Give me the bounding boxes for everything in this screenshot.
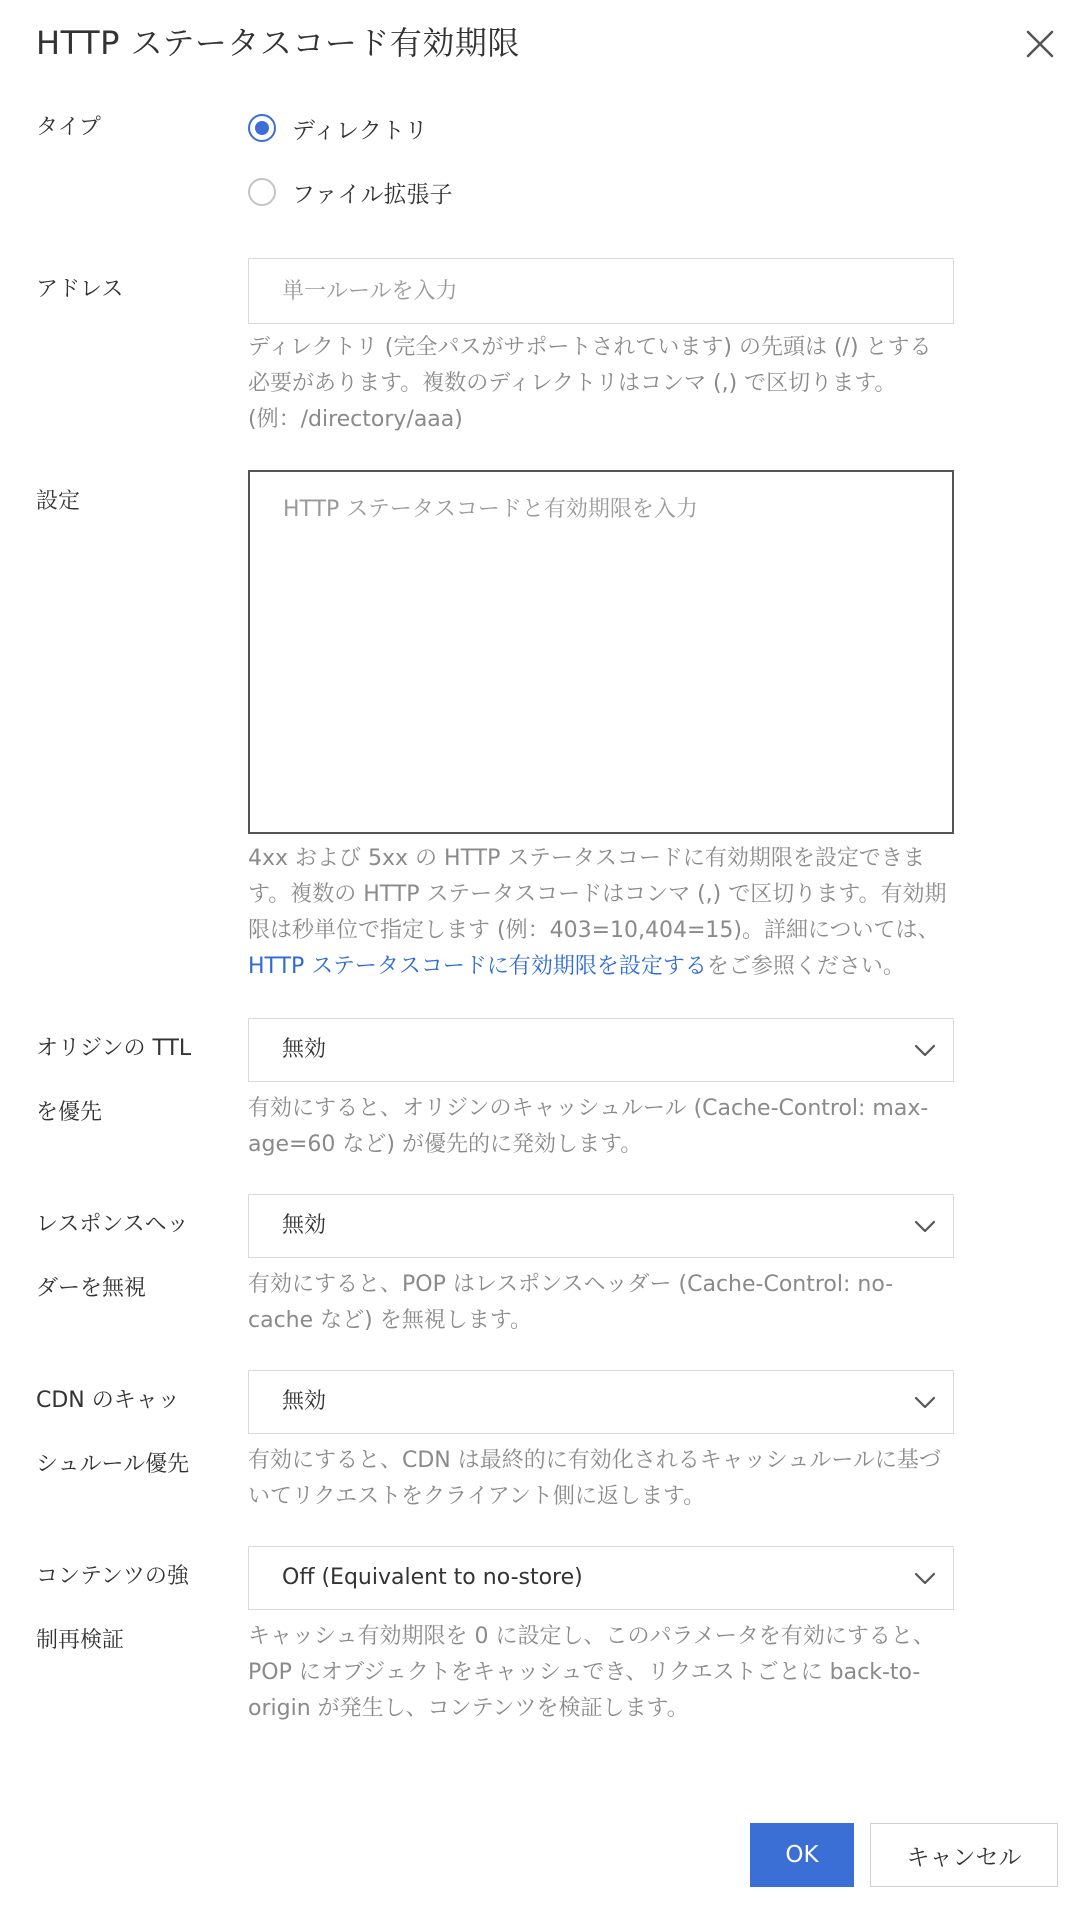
settings-label: 設定 (36, 489, 81, 514)
chevron-down-icon (913, 1039, 937, 1063)
origin-ttl-select[interactable] (248, 1018, 954, 1082)
radio-file-extension[interactable] (248, 174, 453, 210)
radio-file-extension-label: ファイル拡張子 (292, 181, 453, 208)
close-icon[interactable] (1022, 26, 1058, 62)
ignore-headers-label-line2: ダーを無視 (36, 1276, 147, 1301)
origin-ttl-label (36, 1017, 216, 1145)
ignore-headers-select[interactable] (248, 1194, 954, 1258)
type-label: タイプ (36, 115, 101, 140)
dialog-title: HTTP ステータスコード有効期限 (36, 24, 520, 62)
origin-ttl-label-line1: オリジンの TTL (36, 1036, 192, 1061)
revalidate-help-line: origin が発生し、コンテンツを検証します。 (248, 1696, 689, 1721)
address-help-line: 必要があります。複数のディレクトリはコンマ (,) で区切ります。 (248, 371, 897, 396)
cdn-priority-select-value: 無効 (282, 1389, 327, 1414)
revalidate-help-line: キャッシュ有効期限を 0 に設定し、このパラメータを有効にすると、 (248, 1624, 935, 1649)
radio-circle[interactable] (248, 178, 276, 206)
ignore-headers-help-line: cache など) を無視します。 (248, 1308, 532, 1333)
origin-ttl-help-line: age=60 など) が優先的に発効します。 (248, 1132, 643, 1157)
cancel-button[interactable]: キャンセル (870, 1823, 1058, 1887)
cdn-priority-label (36, 1369, 216, 1497)
revalidate-label-line1: コンテンツの強 (36, 1564, 189, 1589)
address-label: アドレス (36, 277, 124, 302)
address-input[interactable] (248, 258, 954, 324)
ok-button[interactable]: OK (750, 1823, 854, 1887)
revalidate-label (36, 1545, 216, 1673)
chevron-down-icon (913, 1215, 937, 1239)
address-help (248, 330, 1018, 438)
address-help-line: (例：/directory/aaa) (248, 407, 463, 432)
settings-help-suffix: をご参照ください。 (706, 954, 905, 979)
revalidate-select[interactable] (248, 1546, 954, 1610)
ignore-headers-help-line: 有効にすると、POP はレスポンスヘッダー (Cache-Control: no- (248, 1272, 894, 1297)
origin-ttl-help-line: 有効にすると、オリジンのキャッシュルール (Cache-Control: max- (248, 1096, 929, 1121)
settings-help-line: す。複数の HTTP ステータスコードはコンマ (,) で区切ります。有効期 (248, 882, 947, 907)
origin-ttl-select-value: 無効 (282, 1037, 327, 1062)
address-help-line: ディレクトリ (完全パスがサポートされています) の先頭は (/) とする (248, 335, 932, 360)
cdn-priority-label-line2: シュルール優先 (36, 1452, 190, 1477)
origin-ttl-label-line2: を優先 (36, 1100, 103, 1125)
settings-help-line: 4xx および 5xx の HTTP ステータスコードに有効期限を設定できま (248, 846, 925, 871)
cdn-priority-help (248, 1443, 1018, 1515)
ignore-headers-help (248, 1267, 1018, 1339)
cdn-priority-label-line1: CDN のキャッ (36, 1388, 180, 1413)
chevron-down-icon (913, 1391, 937, 1415)
origin-ttl-help (248, 1091, 1018, 1163)
revalidate-help (248, 1619, 1018, 1727)
radio-directory[interactable] (248, 110, 428, 146)
ignore-headers-label-line1: レスポンスヘッ (36, 1212, 189, 1237)
revalidate-label-line2: 制再検証 (36, 1628, 125, 1653)
settings-textarea[interactable] (248, 470, 954, 834)
radio-directory-label: ディレクトリ (292, 117, 428, 144)
settings-help-link[interactable]: HTTP ステータスコードに有効期限を設定する (248, 954, 707, 979)
cdn-priority-help-line: 有効にすると、CDN は最終的に有効化されるキャッシュルールに基づ (248, 1448, 941, 1473)
settings-help-line (248, 949, 1018, 985)
radio-circle-checked[interactable] (248, 114, 276, 142)
chevron-down-icon (913, 1567, 937, 1591)
revalidate-select-value: Off (Equivalent to no-store) (282, 1565, 583, 1590)
settings-help-line: 限は秒単位で指定します (例：403=10,404=15)。詳細については、 (248, 918, 940, 943)
settings-help (248, 841, 1018, 985)
ignore-headers-select-value: 無効 (282, 1213, 327, 1238)
cdn-priority-select[interactable] (248, 1370, 954, 1434)
ignore-headers-label (36, 1193, 216, 1321)
cdn-priority-help-line: いてリクエストをクライアント側に返します。 (248, 1484, 706, 1509)
revalidate-help-line: POP にオブジェクトをキャッシュでき、リクエストごとに back-to- (248, 1660, 921, 1685)
